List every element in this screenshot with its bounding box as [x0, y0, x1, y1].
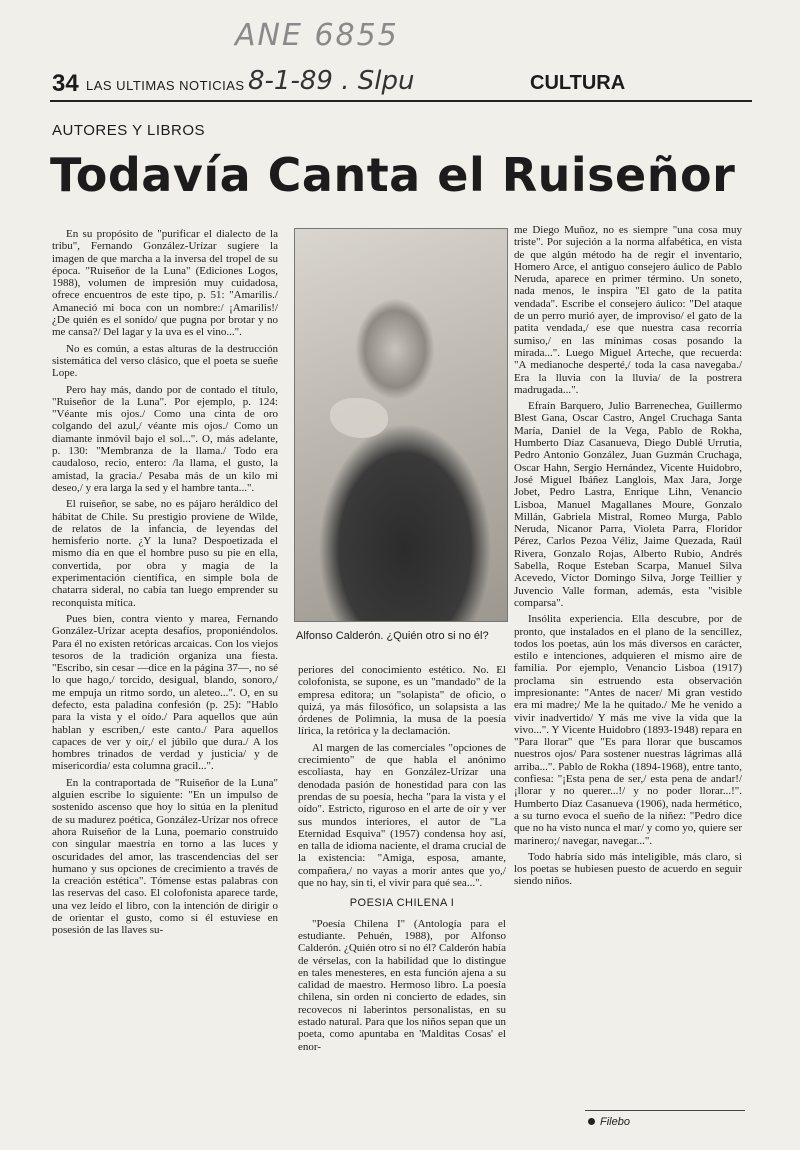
paragraph: "Poesía Chilena I" (Antología para el estudiante. Pehuén, 1988), por Alfonso Calderón. ¿Quién otro si no él? Calderón había de vérselas, con la habilidad que lo distingue en tales menesteres, en esta función ajena a su calidad de maestro. Hermoso libro. La poesía chilena, sin orden ni concierto de edades, sin recovecos ni laberintos personalistas, en su estado natural. Para que los niños sepan que un poeta, como apuntaba en 'Malditas Cosas' el enor-: [298, 917, 506, 1053]
paragraph: periores del conocimiento estético. No. El colofonista, se supone, es un "mandado" de la empresa editora; un "solapista" de oficio, o quizá, ya más filosófico, un solapsista a las órdenes de Polimnia, la musa de la poesía lírica, la retórica y la declamación.: [298, 664, 506, 738]
subhead: POESIA CHILENA I: [349, 897, 455, 910]
paragraph: me Diego Muñoz, no es siempre "una cosa muy triste". Por sujeción a la norma alfabética, en vista de que algún método ha de regir el inventario, Homero Arce, el antiguo consejero áulico de Pablo Neruda, aparece en primer término. Un soneto, nada menos, le inspira "El gato de la patita vendada". Escribe el consejero áulico: "Del ataque de un perro murió ayer, de improviso/ el gato de la patita vendada,/ ese que nuestra casa recorría sumiso,/ en las mínimas cosas posando la mirada...". Luego Miguel Arteche, que recuerda: "A medianoche desperté,/ toda la casa navegaba./ Era la lluvia con la lluvia/ de la postrera madrugada...".: [514, 224, 742, 396]
paragraph: Pues bien, contra viento y marea, Fernando González-Urízar acepta desafíos, proponiéndolos. Para él no existen retóricas arcaicas. Con los viejos tesoros de la tradición organiza una fiesta. "Escribo, sin cesar —dice en la página 37—, no sé lo que hago,/ torcido, desigual, blando, sonoro,/ me empuja un ritmo sordo, un aleteo...". O, en su defecto, esta paladina confesión (p. 25): "Hablo para la vista y el oído./ Para aquellos que aún hablan y escriben,/ este canto./ Para aquellos capaces de ver y oír,/ el júbilo que dura./ A los hombres trinados de verdad y justicia/ y de misericordia/ esta columna gracil...".: [52, 612, 278, 773]
paragraph: Insólita experiencia. Ella descubre, por de pronto, que instalados en el plano de la sencillez, todos los poetas, aún los más diversos en carácter, estilo e intenciones, adquieren el mismo aire de familia. Por ejemplo, Venancio Lisboa (1917) proclama sin estruendo esta observación impresionante: "Antes de nacer/ Mi gran vestido era mi madre;/ Me la he quitado./ Me he venido a vivir inadvertido/ Y más me vive la vida que la vivo...". Y Vicente Huidobro (1893-1948) repara en "Para llorar" que "Es para llorar que buscamos nuestros ojos/ Para sostener nuestras lágrimas allá arriba...". Pablo de Rokha (1894-1968), entre tanto, confiesa: "¡Esta pena de ser,/ esta pena de andar!/ ¡llorar y no querer...!/ y no poder llorar...!". Humberto Díaz Casanueva (1906), nada hermético, a su turno evoca el sueño de la niñez: "Pedro dice que no ha visto nunca el mar/ y como yo, quiere ser marinero;/ navegar, navegar...".: [514, 613, 742, 847]
section-name: CULTURA: [530, 72, 626, 94]
handwritten-date-note: 8-1-89 . Slpu: [248, 66, 415, 96]
header-rule: [50, 100, 752, 102]
section-kicker: AUTORES Y LIBROS: [52, 122, 206, 139]
author-photo: [294, 228, 508, 622]
paragraph: Efraín Barquero, Julio Barrenechea, Guillermo Blest Gana, Oscar Castro, Angel Cruchaga Santa María, Daniel de la Vega, Pablo de Rokha, Humberto Díaz Casanueva, Diego Dublé Urrutia, Pedro Antonio González, Juan Guzmán Cruchaga, Oscar Hahn, Sergio Hernández, Vicente Huidobro, José Miguel Ibáñez Langlois, Max Jara, Jorge Jobet, Pedro Lastra, Enrique Lihn, Venancio Lisboa, Manuel Magallanes Moure, Gonzalo Millán, Gabriela Mistral, Romeo Murga, Pablo Neruda, Nicanor Parra, Violeta Parra, Floridor Pérez, Carlos Pezoa Véliz, Jaime Quezada, Raúl Rivera, Gonzalo Rojas, Alberto Rubio, Andrés Sabella, Roque Esteban Scarpa, Manuel Silva Acevedo, Víctor Domingo Silva, Jorge Teillier y Juvencio Valle forman, además, esta "visible comparsa".: [514, 400, 742, 609]
handwritten-archive-code: ANE 6855: [235, 18, 399, 53]
paragraph: El ruiseñor, se sabe, no es pájaro heráldico del hábitat de Chile. Su prestigio proviene de Wilde, de relatos de la infancia, de leyendas del hemisferio norte. ¿Y la luna? Despoetizada el mismo día en que el hombre puso su pie en ella, convertida, por obra y magia de la experimentación científica, en simple bola de chatarra sideral, no cabía tan luego emprender su reconquista mítica.: [52, 498, 278, 609]
paragraph: Pero hay más, dando por de contado el título, "Ruiseñor de la Luna". Por ejemplo, p. 124: "Véante mis ojos./ Como una cinta de oro colgando del azul,/ véante mis ojos./ Como un diamante inmóvil bajo el sol...". O, más adelante, p. 130: "Membranza de la llama./ Todo era caudaloso, recio, entero: /la llama, el gusto, la amistad, la gracia./ Pesaba más de un kilo mi deseo,/ y era larga la sed y el hambre tanta...".: [52, 383, 278, 494]
bullet-icon: [588, 1118, 595, 1125]
article-column-2: [298, 664, 506, 1114]
paragraph: En su propósito de "purificar el dialecto de la tribu", Fernando González-Urízar sugiere la imagen de que marcha a la inversa del tropel de su época. "Ruiseñor de la Luna" (Ediciones Logos, 1988), volumen de impresión muy cuidadosa, ofrece encuentros de este tipo, p. 51: "Amarilis./ Amaneció mi boca con un nombre:/ ¡Amarilis!/ ¿De quién es el sonido/ que pugna por brotar y no me cansa?/ Del lagar y la uva es el vino...".: [52, 228, 278, 339]
paragraph: Todo habría sido más inteligible, más claro, si los poetas se hubiesen puesto de acuerdo en seguir siendo niños.: [514, 850, 742, 888]
photo-caption: Alfonso Calderón. ¿Quién otro si no él?: [296, 630, 489, 642]
signature-rule: [585, 1110, 745, 1111]
paragraph: En la contraportada de "Ruiseñor de la Luna" alguien escribe lo siguiente: "En un impulso de sostenido ascenso que hoy lo sitúa en la plenitud de su madurez poética, González-Urízar nos ofrece ahora Ruiseñor de la Luna, poemario construido con singular maestría en torno a las luces y oscuridades del amor, las trascendencias del ser humano y sus opciones de crecimiento a través de la creación estética". Tómense estas palabras con las reservas del caso. El colofonista aparece tarde, una vez leído el libro, con la intención de dirigir o de orientar el gusto, como si él estuviese en posesión de las llaves su-: [52, 776, 278, 937]
newspaper-name: LAS ULTIMAS NOTICIAS: [86, 78, 245, 93]
article-column-1: [52, 228, 278, 1116]
author-signature: Filebo: [600, 1116, 630, 1128]
paragraph: No es común, a estas alturas de la destrucción sistemática del verso clásico, que el poeta se sueñe Lope.: [52, 342, 278, 380]
article-column-3: [514, 224, 742, 1102]
page-number: 34: [52, 70, 79, 97]
paragraph: Al margen de las comerciales "opciones de crecimiento" de que habla el anónimo escoliasta, hay en González-Urízar una denodada pasión de honestidad para con las prendas de su poesía, hecha "para la vista y el oído". Estricto, riguroso en el arte de oír y ver sus mundos interiores, el autor de "La Eternidad Esquiva" (1957) condensa hoy así, en talla de idioma naciente, el drama crucial de la existencia: "Amiga, esposa, amante, compañera,/ no vayas a morir antes que yo,/ que no hay, sin ti, el vivir para qué sea...".: [298, 741, 506, 890]
headline: Todavía Canta el Ruiseñor: [50, 148, 736, 202]
